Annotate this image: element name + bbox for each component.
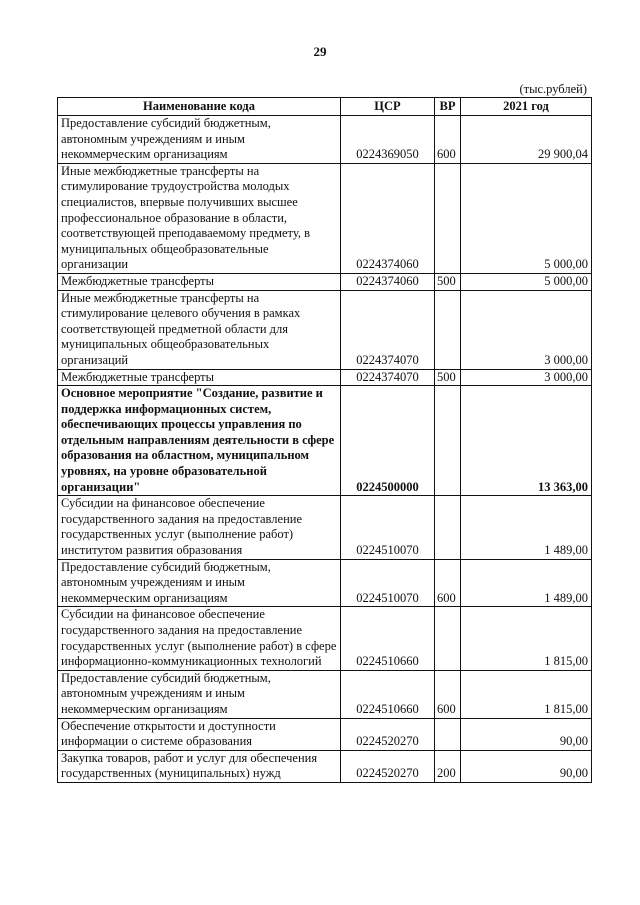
row-name: Предоставление субсидий бюджетным, автономным учреждениям и иным некоммерческим организациям (58, 116, 341, 164)
row-csr: 0224374070 (341, 369, 435, 386)
header-csr: ЦСР (341, 98, 435, 116)
table-row-main-activity (58, 386, 592, 496)
row-sum: 3 000,00 (461, 290, 592, 369)
row-vr (435, 496, 461, 559)
row-name: Иные межбюджетные трансферты на стимулирование целевого обучения в рамках соответствующей предметной области для муниципальных общеобразовательных организаций (58, 290, 341, 369)
row-vr (435, 163, 461, 273)
row-name: Субсидии на финансовое обеспечение государственного задания на предоставление государственных услуг (выполнение работ) в сфере информационно-коммуникационных технологий (58, 607, 341, 670)
table-row (58, 559, 592, 607)
row-name: Иные межбюджетные трансферты на стимулирование трудоустройства молодых специалистов, впервые получивших высшее профессиональное образование в области, соответствующей преподаваемому предмету, в муниципальных общеобразовательные организации (58, 163, 341, 273)
row-vr: 600 (435, 116, 461, 164)
row-name: Межбюджетные трансферты (58, 369, 341, 386)
header-vr: ВР (435, 98, 461, 116)
page-number: 29 (313, 44, 327, 59)
budget-table (57, 97, 592, 783)
row-csr: 0224510070 (341, 496, 435, 559)
row-sum: 1 489,00 (461, 496, 592, 559)
row-name: Межбюджетные трансферты (58, 273, 341, 290)
row-csr: 0224510660 (341, 670, 435, 718)
row-name: Предоставление субсидий бюджетным, автономным учреждениям и иным некоммерческим организациям (58, 670, 341, 718)
table-row (58, 163, 592, 273)
row-vr: 600 (435, 670, 461, 718)
table-row (58, 670, 592, 718)
row-csr: 0224520270 (341, 718, 435, 750)
table-row (58, 369, 592, 386)
row-csr: 0224520270 (341, 750, 435, 782)
table-header-row (58, 98, 592, 116)
row-sum: 90,00 (461, 718, 592, 750)
row-csr: 0224510070 (341, 559, 435, 607)
row-csr: 0224510660 (341, 607, 435, 670)
table-row (58, 116, 592, 164)
row-vr (435, 290, 461, 369)
table-row (58, 273, 592, 290)
header-name: Наименование кода (58, 98, 341, 116)
table-row (58, 290, 592, 369)
row-sum: 5 000,00 (461, 163, 592, 273)
row-csr: 0224374060 (341, 163, 435, 273)
row-csr: 0224374070 (341, 290, 435, 369)
row-vr: 500 (435, 369, 461, 386)
table-row (58, 496, 592, 559)
row-sum: 29 900,04 (461, 116, 592, 164)
row-name: Субсидии на финансовое обеспечение государственного задания на предоставление государственных услуг (выполнение работ) институтом развития образования (58, 496, 341, 559)
row-sum: 13 363,00 (461, 386, 592, 496)
row-sum: 3 000,00 (461, 369, 592, 386)
row-sum: 1 815,00 (461, 607, 592, 670)
row-vr (435, 607, 461, 670)
row-csr: 0224374060 (341, 273, 435, 290)
row-vr: 500 (435, 273, 461, 290)
row-name: Основное мероприятие "Создание, развитие и поддержка информационных систем, обеспечивающих процессы управления по отдельным направлениям деятельности в сфере образования на областном, муниципальном уровнях, на уровне образовательной организации" (58, 386, 341, 496)
table-row (58, 718, 592, 750)
row-vr (435, 718, 461, 750)
row-vr (435, 386, 461, 496)
header-year: 2021 год (461, 98, 592, 116)
row-sum: 1 815,00 (461, 670, 592, 718)
row-name: Предоставление субсидий бюджетным, автономным учреждениям и иным некоммерческим организациям (58, 559, 341, 607)
row-csr: 0224369050 (341, 116, 435, 164)
table-row (58, 607, 592, 670)
row-vr: 200 (435, 750, 461, 782)
row-csr: 0224500000 (341, 386, 435, 496)
row-name: Закупка товаров, работ и услуг для обеспечения государственных (муниципальных) нужд (58, 750, 341, 782)
row-sum: 1 489,00 (461, 559, 592, 607)
units-label: (тыс.рублей) (519, 82, 587, 96)
row-sum: 5 000,00 (461, 273, 592, 290)
row-sum: 90,00 (461, 750, 592, 782)
row-name: Обеспечение открытости и доступности информации о системе образования (58, 718, 341, 750)
row-vr: 600 (435, 559, 461, 607)
table-row (58, 750, 592, 782)
